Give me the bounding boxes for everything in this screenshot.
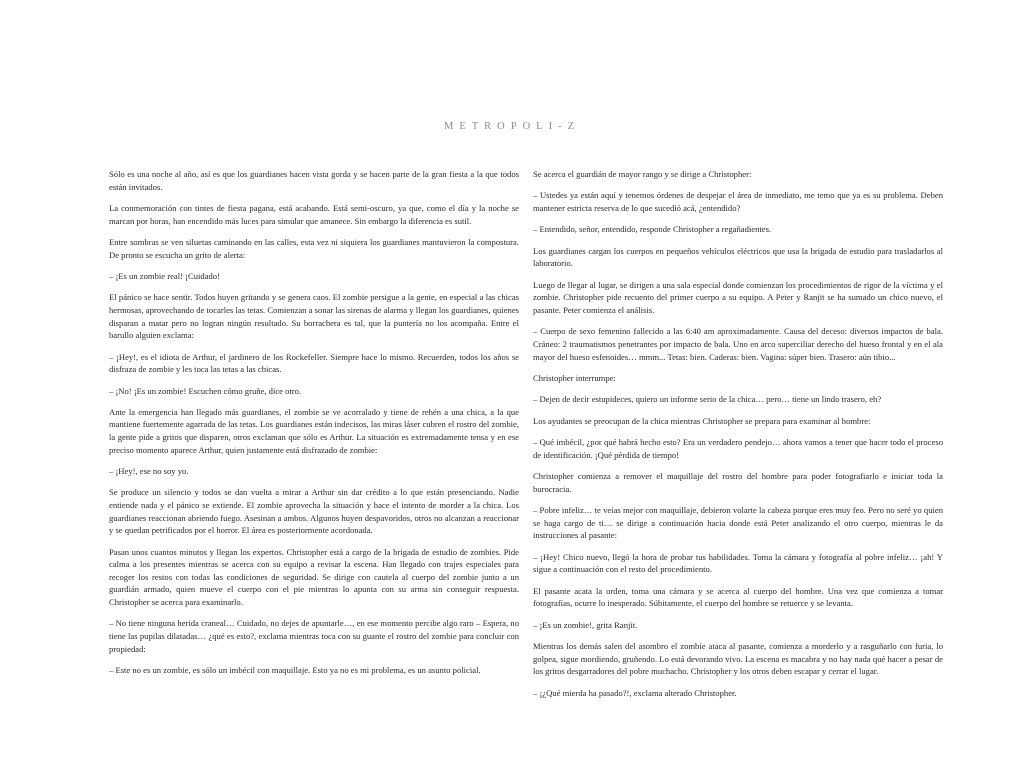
paragraph: Se acerca el guardián de mayor rango y se dirige a Christopher: [533,169,752,179]
paragraph: – Pobre infeliz… te veías mejor con maquillaje, debieron volarte la cabeza porque eres muy feo. Pero no seré yo quien se haga cargo de ti… se dirige a continuación hacia donde está Peter analizando el otro cuerpo, mientras le da instrucciones al pasante: [533,505,943,541]
paragraph: – Este no es un zombie, es sólo un imbécil con maquillaje. Esto ya no es mi problema, es un asunto policial. [109,664,481,675]
paragraph: El pasante acata la orden, toma una cámara y se acerca al cuerpo del hombre. Una vez que comienza a tomar fotografías, ocurre lo inesperado. Súbitamente, el cuerpo del hombre se retuerce y se levanta. [533,585,943,609]
paragraph: – ¡Hey!, ese no soy yo. [109,466,189,477]
page-title: METROPOLI-Z [444,121,580,132]
paragraph: Se produce un silencio y todos se dan vuelta a mirar a Arthur sin dar crédito a lo que están presenciando. Nadie entiende nada y el pánico se extiende. El zombie aprovecha la situación y hace el intento de morder a la chica. Los guardianes reaccionan abriendo fuego. Asesinan a ambos. Algunos huyen despavoridos, otros no alcanzan a reaccionar y se quedan petrificados por el horror. El área es posteriormente acordonada. [109,487,519,536]
left-column [109,168,519,685]
paragraph: Ante la emergencia han llegado más guardianes, el zombie se ve acorralado y tiene de rehén a una chica, a la que mantiene fuertemente agarrada de las tetas. Los guardianes están indecisos, las miras láser cubren el rostro del zombie, la gente pide a gritos que disparen, otros exclaman que sólo es Arthur. La situación es extremadamente tensa y en ese preciso momento aparece Arthur, quien justamente está disfrazado de zombie: [109,406,519,455]
paragraph: – Dejen de decir estupideces, quiero un informe serio de la chica… pero… tiene un lindo trasero, eh? [533,394,882,405]
paragraph: Sólo es una noche al año, así es que los guardianes hacen vista gorda y se hacen parte de la gran fiesta a la que todos están invitados. [109,169,519,192]
paragraph: La conmemoración con tintes de fiesta pagana, está acabando. Está semi-oscuro, ya que, como el día y la noche se marcan por horas, han encendido más luces para simular que amanece. Sin embargo la diferencia es sutil. [109,202,519,226]
paragraph: Los guardianes cargan los cuerpos en pequeños vehículos eléctricos que usa la brigada de estudio para trasladarlos al laboratorio. [533,245,943,269]
paragraph: – ¡Hey! Chico nuevo, llegó la hora de probar tus habilidades. Toma la cámara y fotografía al pobre infeliz… ¡ah! Y sigue a continuación con el resto del procedimiento. [533,551,943,575]
paragraph: Los ayudantes se preocupan de la chica mientras Christopher se prepara para examinar al hombre: [533,415,871,426]
paragraph: – ¡Hey!, es el idiota de Arthur, el jardinero de los Rockefeller. Siempre hace lo mismo. Recuerden, todos los años se disfraza de zombie y les toca las tetas a las chicas. [109,351,519,375]
paragraph: – ¡¿Qué mierda ha pasado?!, exclama alterado Christopher. [533,687,737,698]
paragraph: El pánico se hace sentir. Todos huyen gritando y se genera caos. El zombie persigue a la gente, en especial a las chicas hermosas, aprovechando de tocarles las tetas. Comienzan a sonar las sirenas de alarma y llegan los guardianes, quienes disparan a matar pero no logran ningún resultado. Su borrachera es tal, que la puntería no los acompaña. Entre el barullo alguien exclama: [109,292,519,341]
paragraph: – ¡Es un zombie!, grita Ranjit. [533,619,638,630]
paragraph: – Qué imbécil, ¿por qué habrá hecho esto? Era un verdadero pendejo… ahora vamos a tener que hacer todo el proceso de identificación. ¡Qué pérdida de tiempo! [533,437,943,460]
paragraph: Entre sombras se ven siluetas caminando en las calles, esta vez ni siquiera los guardianes mantuvieron la compostura. De pronto se escucha un grito de alerta: [109,236,519,260]
paragraph: Pasan unos cuantos minutos y llegan los expertos. Christopher está a cargo de la brigada de estudio de zombies. Pide calma a los presentes mientras se acerca con su equipo a revisar la escena. Han llegado con trajes especiales para recoger los restos con todas las condiciones de seguridad. Se dirige con cautela al cuerpo del zombie junto a un guardián armado, quien mueve el cuerpo con el pie mientras lo apunta con su arma sin conseguir respuesta. Christopher se acerca para examinarlo. [109,546,519,607]
paragraph: – ¡No! ¡Es un zombie! Escuchen cómo gruñe, dice otro. [109,385,302,396]
paragraph: – Entendido, señor, entendido, responde Christopher a regañadientes. [533,224,772,235]
paragraph: – ¡Es un zombie real! ¡Cuidado! [109,270,220,281]
paragraph: – No tiene ninguna herida craneal… Cuidado, no dejes de apuntarle…, en ese momento percibe algo raro – Espera, no tiene las pupilas dilatadas… ¿qué es esto?, exclama mientras toca con su guante el rostro del zombie para concluir con propiedad: [109,618,519,654]
paragraph: Mientras los demás salen del asombro el zombie ataca al pasante, comienza a morderlo y a rasguñarlo con furia, lo golpea, sigue mordiendo, gruñendo. Lo está devorando vivo. La escena es macabra y no hay nada qué hacer a pesar de los gritos desgarradores del pobre muchacho. Christopher y los otros deben escapar y cerrar el lugar. [533,640,943,677]
paragraph: Christopher interrumpe: [533,372,616,383]
paragraph: Luego de llegar al lugar, se dirigen a una sala especial donde comienzan los procedimientos de rigor de la víctima y el zombie. Christopher pide recuento del primer cuerpo a su equipo. A Peter y Ranjit se ha sumado un chico nuevo, el pasante. Peter comienza el análisis. [533,279,943,315]
paragraph: – Ustedes ya están aquí y tenemos órdenes de despejar el área de inmediato, me temo que ya es su problema. Deben mantener estricta reserva de lo que sucedió acá, ¿entendido? [533,190,943,213]
paragraph: – Cuerpo de sexo femenino fallecido a las 6:40 am aproximadamente. Causa del deceso: diversos impactos de bala. Cráneo: 2 traumatismos penetrantes por impacto de bala. Uno en arco superciliar derecho del hueso frontal y en el ala mayor del hueso esfenoides… mmm... Tetas: bien. Caderas: bien. Vagina: súper bien. Trasero: aún tibio... [533,326,943,362]
paragraph: Christopher comienza a remover el maquillaje del rostro del hombre para poder fotografiarlo e iniciar toda la burocracia. [533,471,943,494]
right-column [533,168,943,708]
